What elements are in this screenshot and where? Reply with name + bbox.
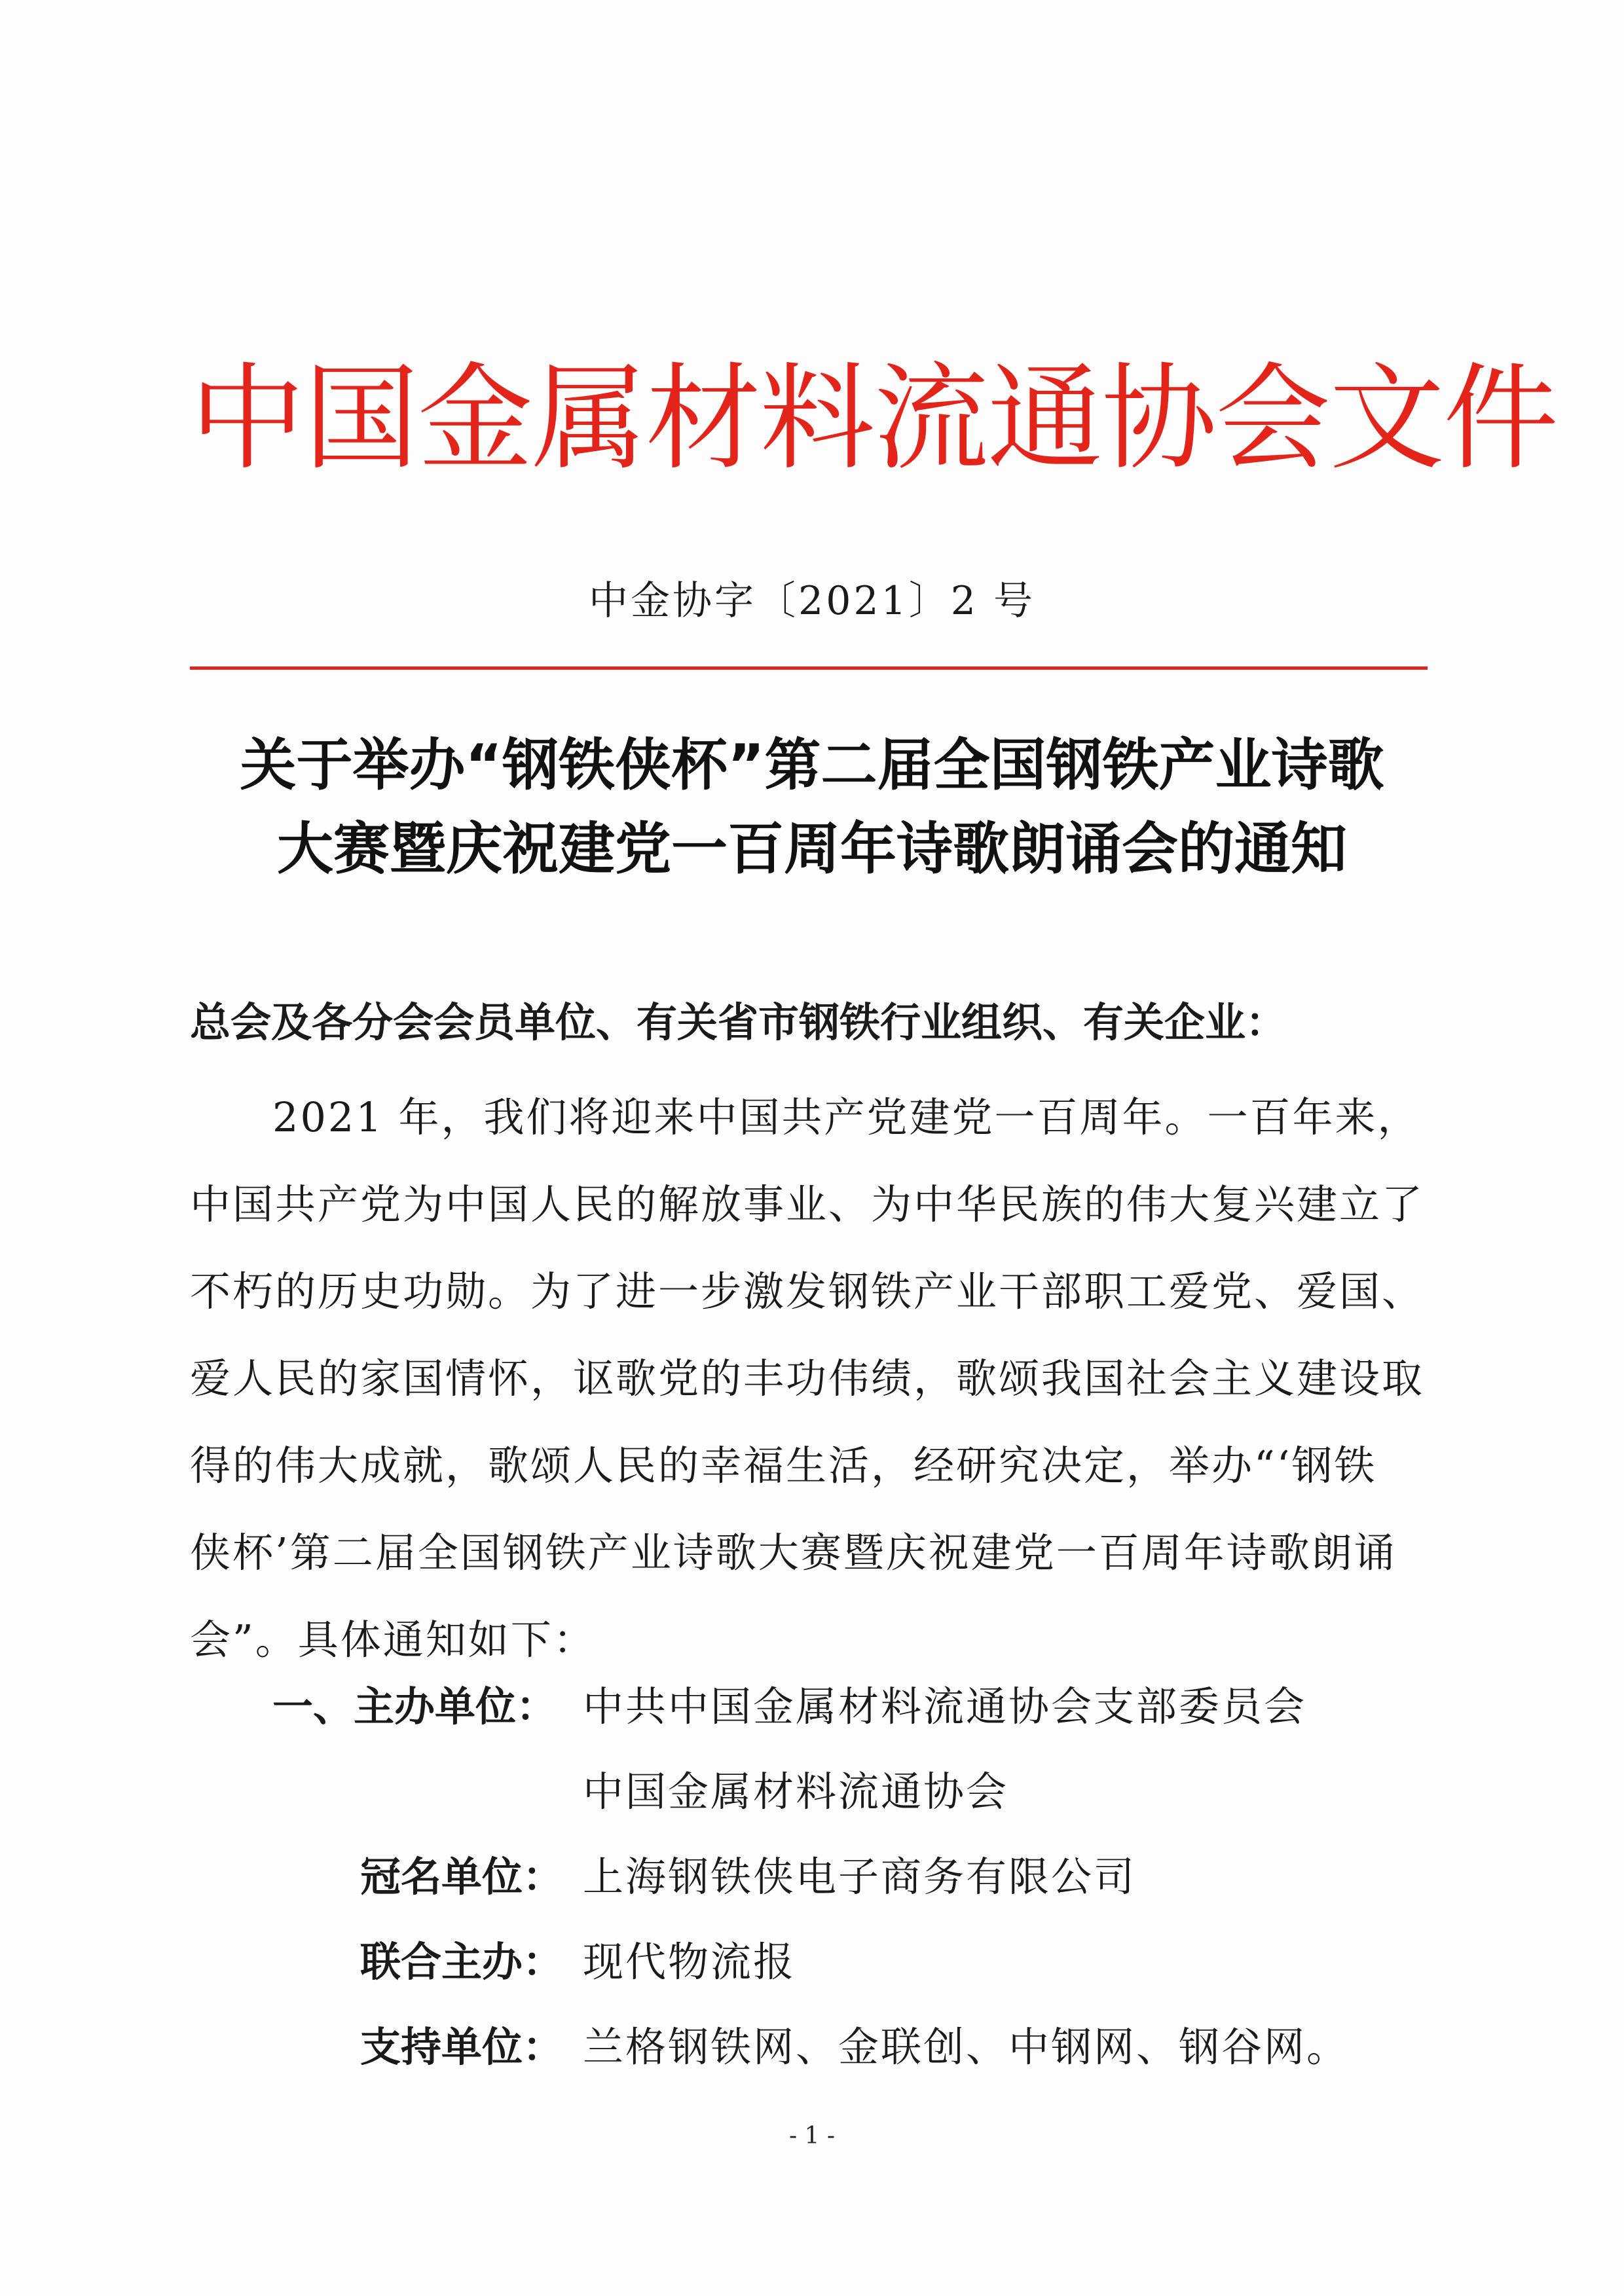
co-host-value: 现代物流报 [583,1938,796,1986]
document-header-title: 中国金属材料流通协会文件 [190,352,1558,486]
salutation: 总会及各分会会员单位、有关省市钢铁行业组织、有关企业： [190,998,1287,1046]
co-host-label: 联合主办： [360,1938,564,1986]
title-sponsor-value: 上海钢铁侠电子商务有限公司 [583,1853,1137,1901]
title-sponsor-row [190,1834,1434,1920]
supporter-label: 支持单位： [360,2023,564,2071]
document-number: 中金协字〔2021〕2 号 [589,578,1035,624]
supporter-value: 兰格钢铁网、金联创、中钢网、钢谷网。 [583,2023,1350,2071]
body-line: 2021 年，我们将迎来中国共产党建党一百周年。一百年来， [272,1093,1420,1141]
body-line: 爱人民的家国情怀，讴歌党的丰功伟绩，歌颂我国社会主义建设取 [190,1355,1425,1402]
host-row [190,1664,1434,1749]
host-label: 一、主办单位： [272,1683,557,1730]
host-value-1: 中共中国金属材料流通协会支部委员会 [583,1683,1307,1730]
host-row-continued [190,1749,1434,1834]
body-line: 不朽的历史功勋。为了进一步激发钢铁产业干部职工爱党、爱国、 [190,1267,1425,1315]
notice-title [177,723,1447,891]
body-line: 得的伟大成就，歌颂人民的幸福生活，经研究决定，举办“‘钢铁 [190,1442,1377,1489]
supporter-row [190,2005,1434,2090]
notice-title-line-1: 关于举办“钢铁侠杯”第二届全国钢铁产业诗歌 [240,733,1384,798]
organizers-section [190,1664,1434,2090]
host-value-2: 中国金属材料流通协会 [583,1768,1009,1815]
notice-title-line-2: 大赛暨庆祝建党一百周年诗歌朗诵会的通知 [277,816,1347,882]
co-host-row [190,1920,1434,2005]
body-line: 中国共产党为中国人民的解放事业、为中华民族的伟大复兴建立了 [190,1180,1425,1228]
title-sponsor-label: 冠名单位： [360,1853,564,1901]
body-paragraph [190,1074,1434,1683]
page-number: - 1 - [788,2123,836,2149]
body-line: 侠杯’第二届全国钢铁产业诗歌大赛暨庆祝建党一百周年诗歌朗诵 [190,1529,1397,1576]
red-divider-line [190,666,1428,670]
body-line: 会”。具体通知如下： [190,1616,596,1664]
